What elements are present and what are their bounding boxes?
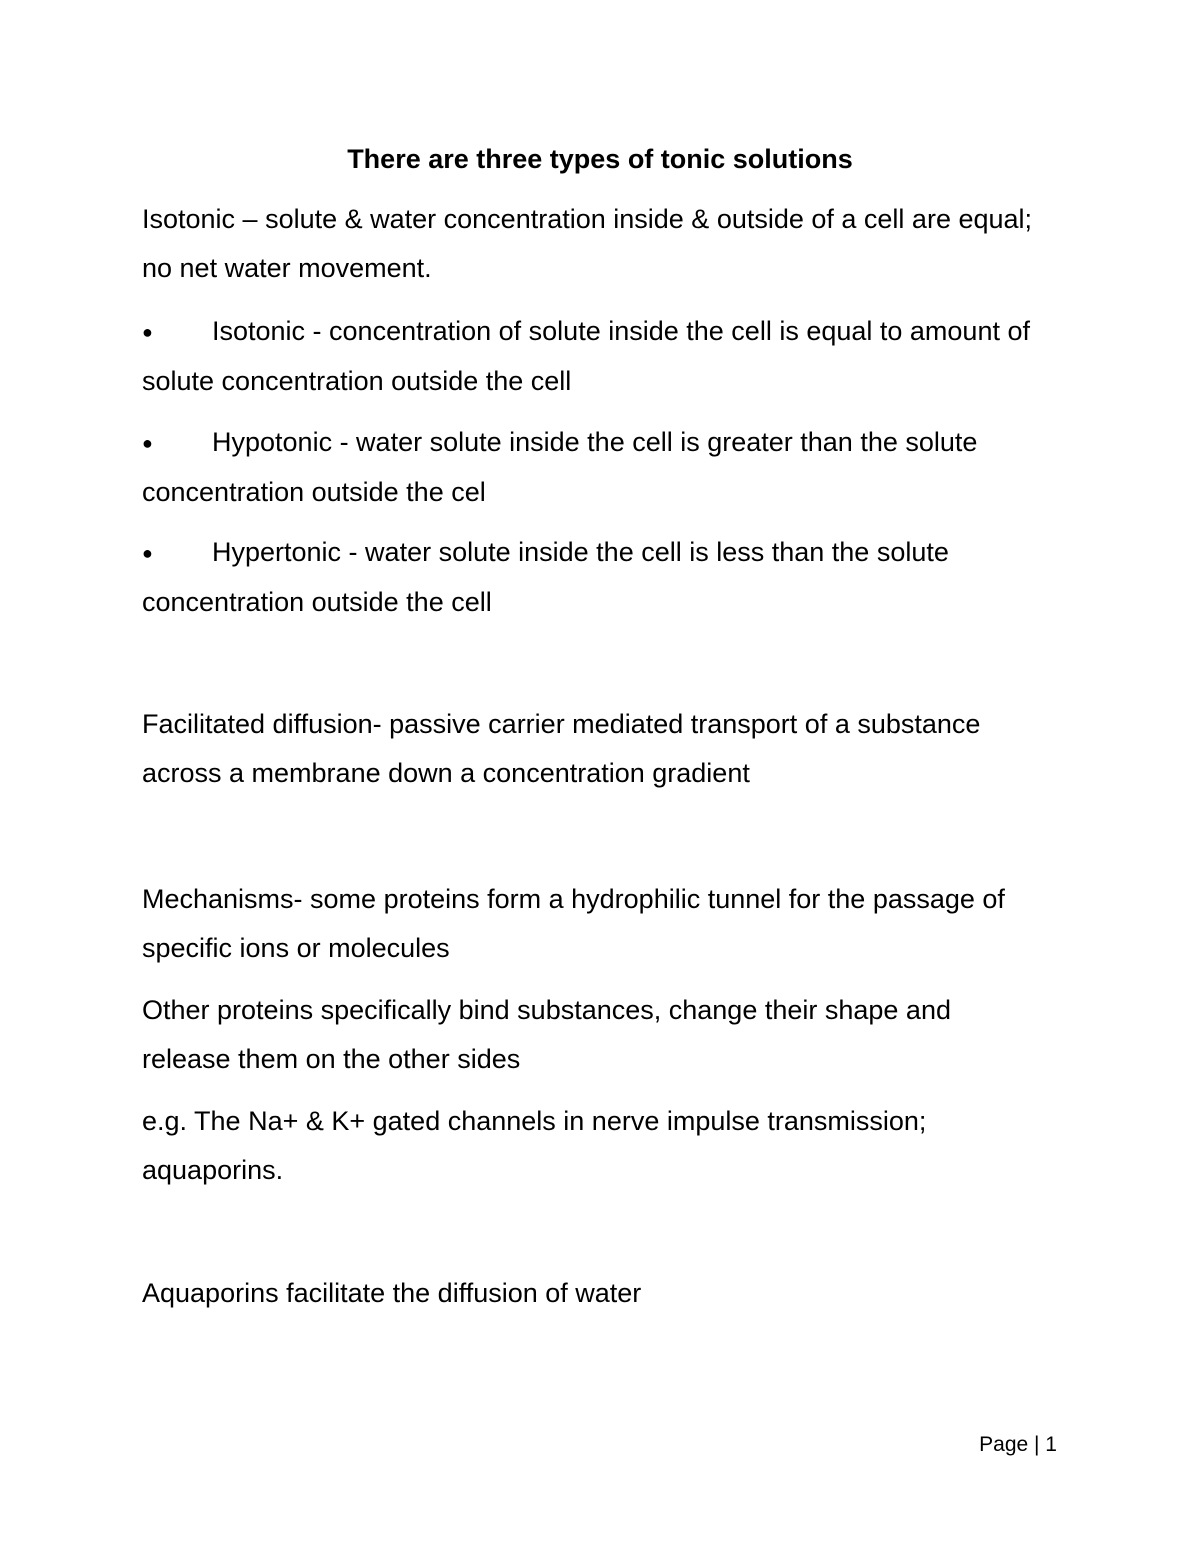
example-line2: aquaporins. bbox=[142, 1155, 284, 1185]
aquaporins-paragraph bbox=[142, 1269, 1072, 1318]
bullet-item-isotonic bbox=[142, 307, 1072, 406]
isotonic-definition-line1: Isotonic – solute & water concentration inside & outside of a cell are equal; bbox=[142, 204, 1033, 234]
bullet-icon: ● bbox=[142, 543, 153, 563]
bullet-item-line1: Hypotonic - water solute inside the cell is greater than the solute bbox=[212, 427, 978, 457]
bullet-item-hypertonic bbox=[142, 528, 1072, 627]
isotonic-definition-line2: no net water movement. bbox=[142, 253, 432, 283]
bullet-item-hypotonic bbox=[142, 418, 1072, 517]
example-line1: e.g. The Na+ & K+ gated channels in nerve impulse transmission; bbox=[142, 1106, 927, 1136]
page-number-footer: Page | 1 bbox=[979, 1433, 1057, 1456]
page-title: There are three types of tonic solutions bbox=[347, 144, 853, 174]
bullet-item-line2: concentration outside the cel bbox=[142, 477, 486, 507]
other-proteins-paragraph bbox=[142, 986, 1072, 1084]
bullet-item-line1: Isotonic - concentration of solute inside the cell is equal to amount of bbox=[212, 316, 1030, 346]
bullet-item-line1: Hypertonic - water solute inside the cell is less than the solute bbox=[212, 537, 949, 567]
aquaporins-line: Aquaporins facilitate the diffusion of water bbox=[142, 1278, 642, 1308]
bullet-icon: ● bbox=[142, 433, 153, 453]
other-proteins-line1: Other proteins specifically bind substances, change their shape and bbox=[142, 995, 951, 1025]
bullet-item-line2: solute concentration outside the cell bbox=[142, 366, 572, 396]
bullet-item-line2: concentration outside the cell bbox=[142, 587, 492, 617]
isotonic-definition bbox=[142, 195, 1072, 293]
other-proteins-line2: release them on the other sides bbox=[142, 1044, 521, 1074]
facilitated-diffusion-line1: Facilitated diffusion- passive carrier mediated transport of a substance bbox=[142, 709, 981, 739]
example-paragraph bbox=[142, 1097, 1072, 1195]
facilitated-diffusion-line2: across a membrane down a concentration gradient bbox=[142, 758, 750, 788]
bullet-icon: ● bbox=[142, 322, 153, 342]
mechanisms-line1: Mechanisms- some proteins form a hydrophilic tunnel for the passage of bbox=[142, 884, 1005, 914]
facilitated-diffusion-paragraph bbox=[142, 700, 1072, 798]
mechanisms-line2: specific ions or molecules bbox=[142, 933, 450, 963]
mechanisms-paragraph bbox=[142, 875, 1072, 973]
